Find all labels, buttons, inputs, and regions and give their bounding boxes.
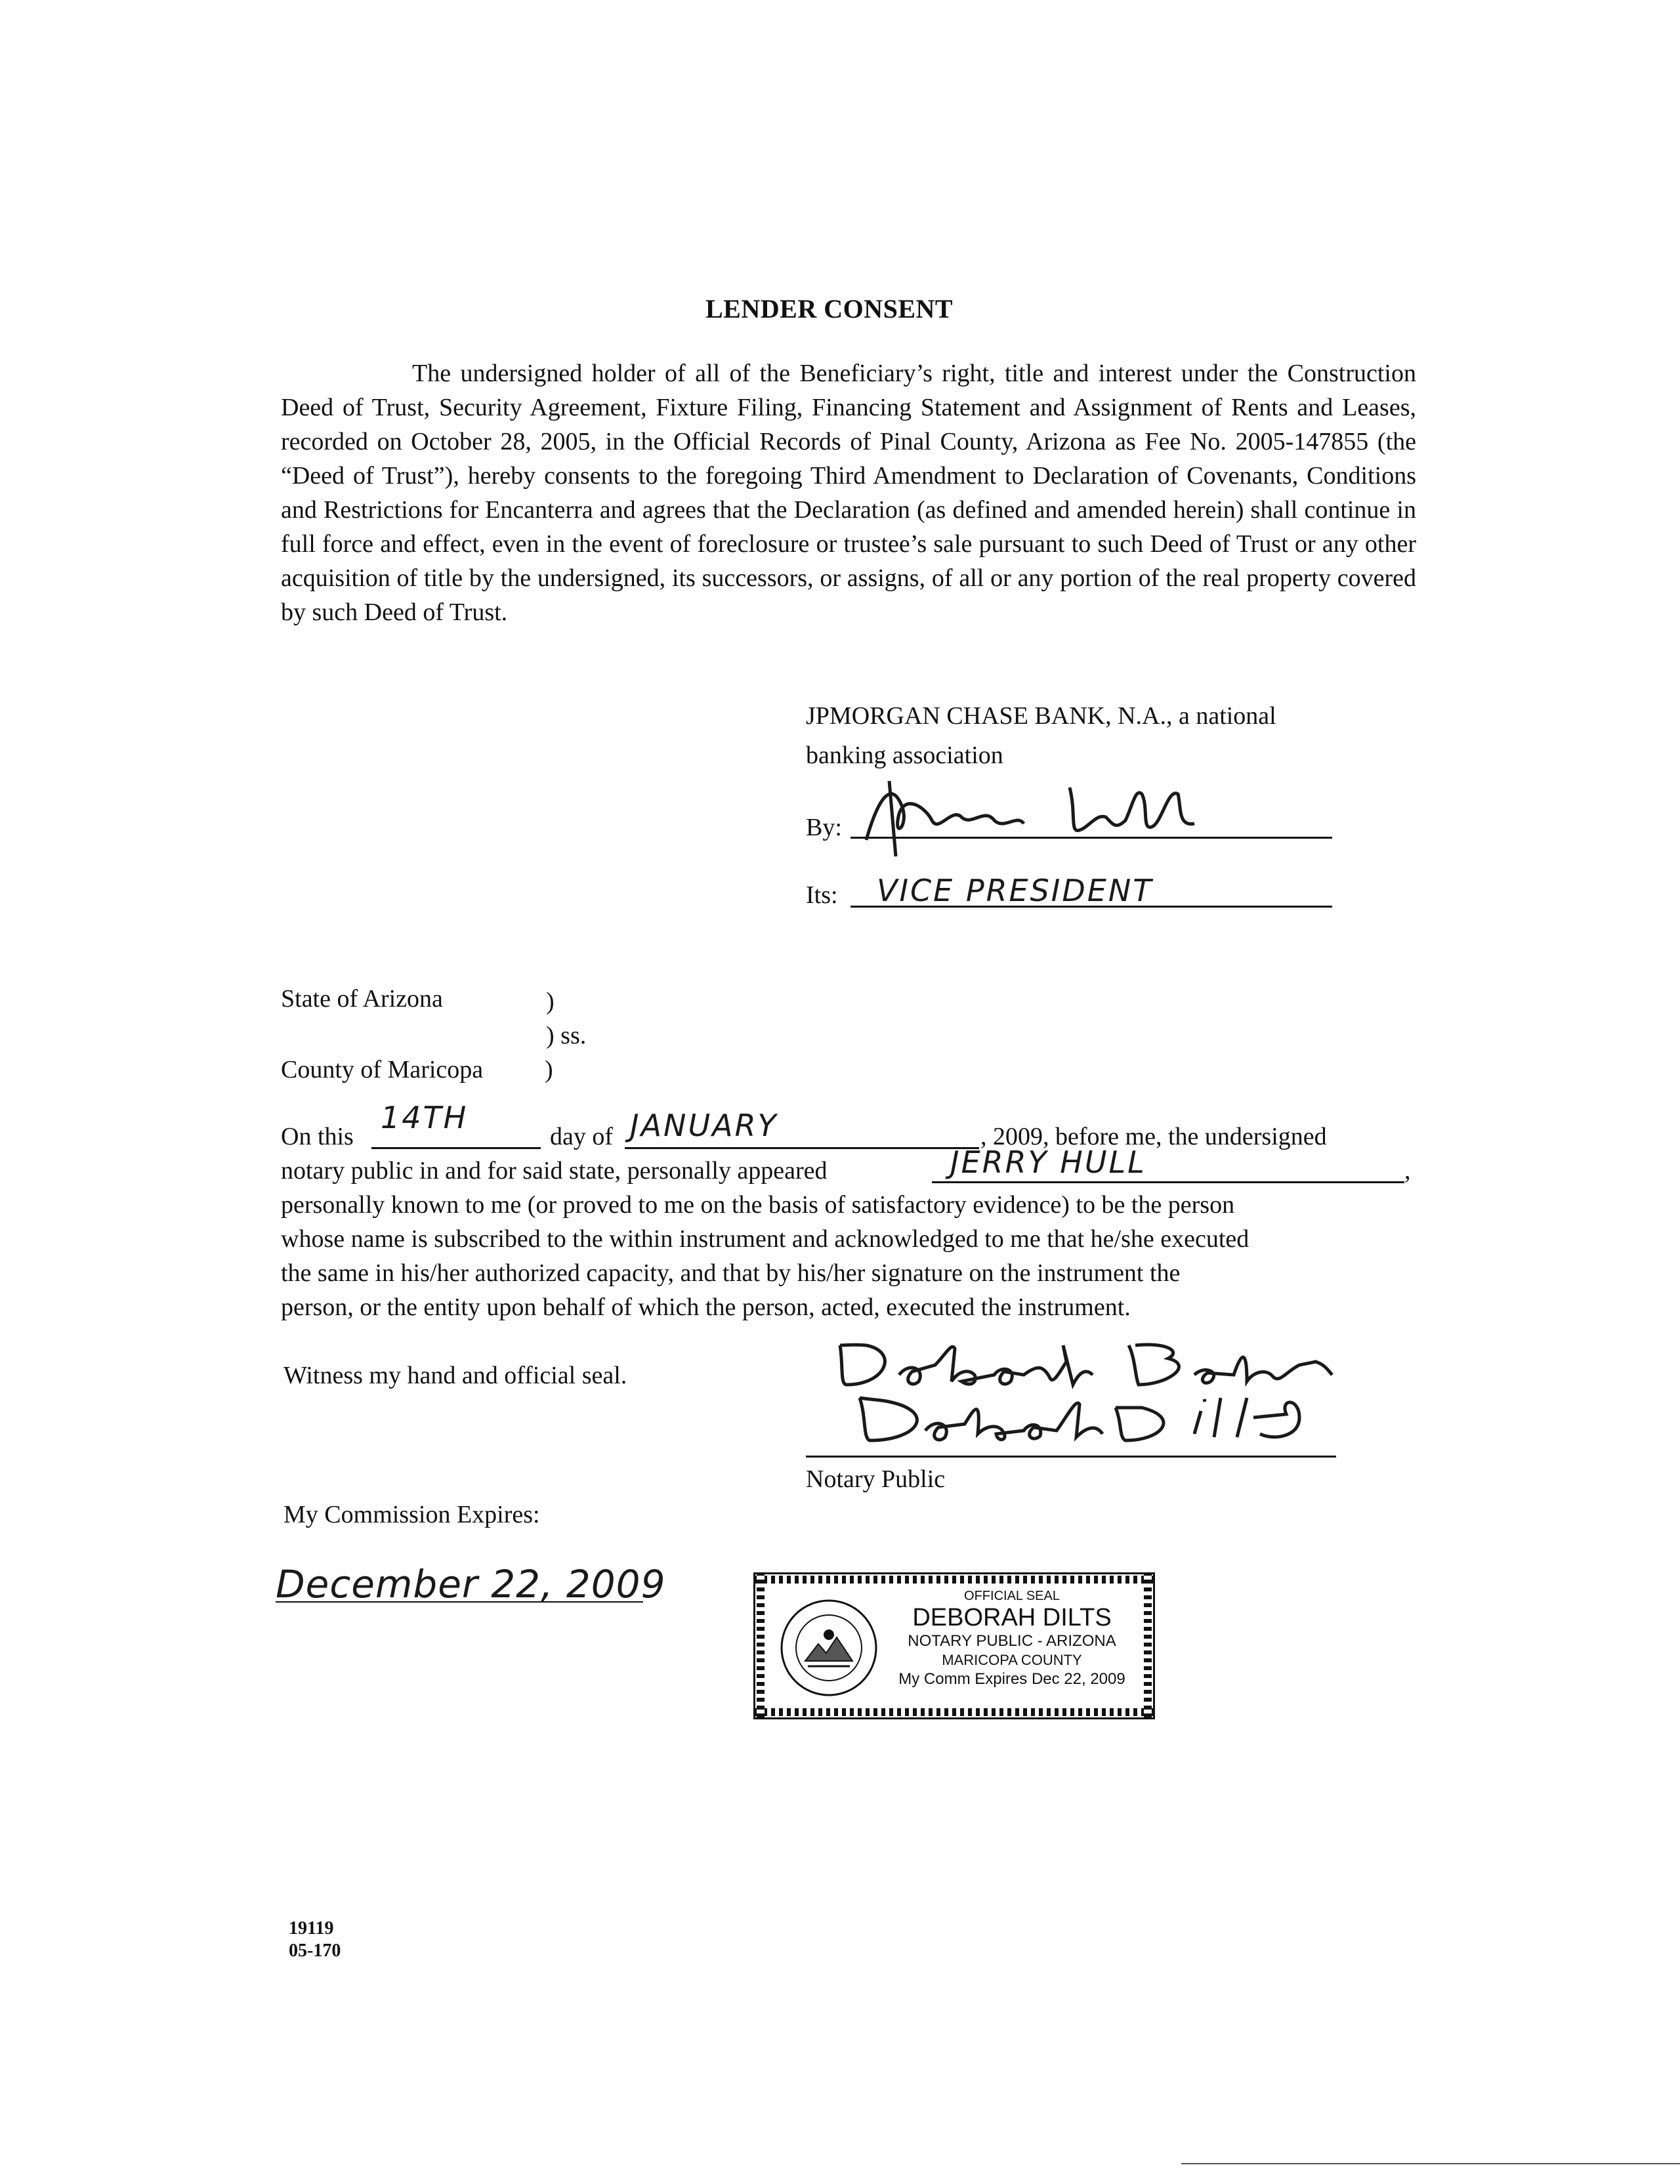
- notary-seal-stamp: [753, 1572, 1155, 1719]
- day-line: [371, 1147, 541, 1149]
- seal-text-block: [884, 1589, 1140, 1689]
- seal-border-left: [757, 1574, 765, 1717]
- lender-signature: [853, 768, 1221, 860]
- venue-paren-top: ): [546, 988, 555, 1015]
- appeared-name-value: JERRY HULL: [950, 1144, 1146, 1180]
- seal-official-label: OFFICIAL SEAL: [964, 1589, 1060, 1603]
- document-title: LENDER CONSENT: [705, 294, 954, 324]
- scan-edge-mark: [1181, 2163, 1680, 2164]
- venue-paren-bottom: ): [545, 1056, 553, 1083]
- its-title-value: VICE PRESIDENT: [877, 873, 1154, 908]
- commission-expiry-value: December 22, 2009: [276, 1562, 666, 1606]
- seal-notary-state: NOTARY PUBLIC - ARIZONA: [908, 1632, 1116, 1650]
- seal-border-right: [1144, 1574, 1152, 1717]
- seal-notary-name: DEBORAH DILTS: [912, 1604, 1112, 1631]
- ack-line4: whose name is subscribed to the within instrument and acknowledged to me that he/she executed: [281, 1225, 1250, 1253]
- venue-county: County of Maricopa: [281, 1056, 484, 1083]
- reference-line1: 19119: [289, 1918, 334, 1939]
- ack-appeared: notary public in and for said state, personally appeared: [281, 1157, 828, 1185]
- seal-border-bottom: [755, 1708, 1153, 1716]
- entity-name-line2: banking association: [806, 742, 1003, 769]
- witness-text: Witness my hand and official seal.: [284, 1362, 627, 1389]
- reference-line2: 05-170: [289, 1941, 341, 1961]
- venue-ss: ) ss.: [546, 1022, 587, 1049]
- by-label: By:: [806, 814, 842, 841]
- entity-name-line1: JPMORGAN CHASE BANK, N.A., a national: [806, 702, 1276, 730]
- ack-line6: person, or the entity upon behalf of which the person, acted, executed the instrument.: [281, 1293, 1131, 1321]
- ack-comma: ,: [1404, 1157, 1411, 1185]
- ack-day-of: day of: [550, 1123, 614, 1150]
- month-value: JANUARY: [630, 1108, 778, 1143]
- name-line: [932, 1181, 1404, 1183]
- document-reference: [289, 1918, 341, 1962]
- seal-border-top: [755, 1576, 1153, 1584]
- its-label: Its:: [806, 881, 838, 909]
- ack-year-text: , 2009, before me, the undersigned: [980, 1123, 1327, 1150]
- ack-line5: the same in his/her authorized capacity, and that by his/her signature on the instrument the: [281, 1259, 1181, 1287]
- month-line: [625, 1147, 979, 1149]
- notary-public-label: Notary Public: [806, 1465, 946, 1493]
- ack-on-this: On this: [281, 1123, 354, 1150]
- day-value: 14TH: [381, 1100, 469, 1135]
- ack-line3: personally known to me (or proved to me on the basis of satisfactory evidence) to be the person: [281, 1191, 1235, 1219]
- commission-underline: [276, 1601, 643, 1603]
- notary-signature: [827, 1326, 1339, 1463]
- seal-county: MARICOPA COUNTY: [942, 1652, 1082, 1668]
- arizona-state-seal-icon: [779, 1598, 879, 1698]
- notary-signature-line: [806, 1456, 1336, 1458]
- commission-label: My Commission Expires:: [284, 1501, 540, 1528]
- venue-state: State of Arizona: [281, 985, 443, 1013]
- seal-expiry: My Comm Expires Dec 22, 2009: [898, 1670, 1125, 1688]
- consent-paragraph: The undersigned holder of all of the Beneficiary’s right, title and interest under the Construction Deed of Trust, Security Agreement, Fixture Filing, Financing Statement and Assignment of Rents and Leases, recorded on October 28, 2005, in the Official Records of Pinal County, Arizona as Fee No. 2005-147855 (the “Deed of Trust”), hereby consents to the foregoing Third Amendment to Declaration of Covenants, Conditions and Restrictions for Encanterra and agrees that the Declaration (as defined and amended herein) shall continue in full force and effect, even in the event of foreclosure or trustee’s sale pursuant to such Deed of Trust or any other acquisition of title by the undersigned, its successors, or assigns, of all or any portion of the real property covered by such Deed of Trust.: [281, 360, 1416, 626]
